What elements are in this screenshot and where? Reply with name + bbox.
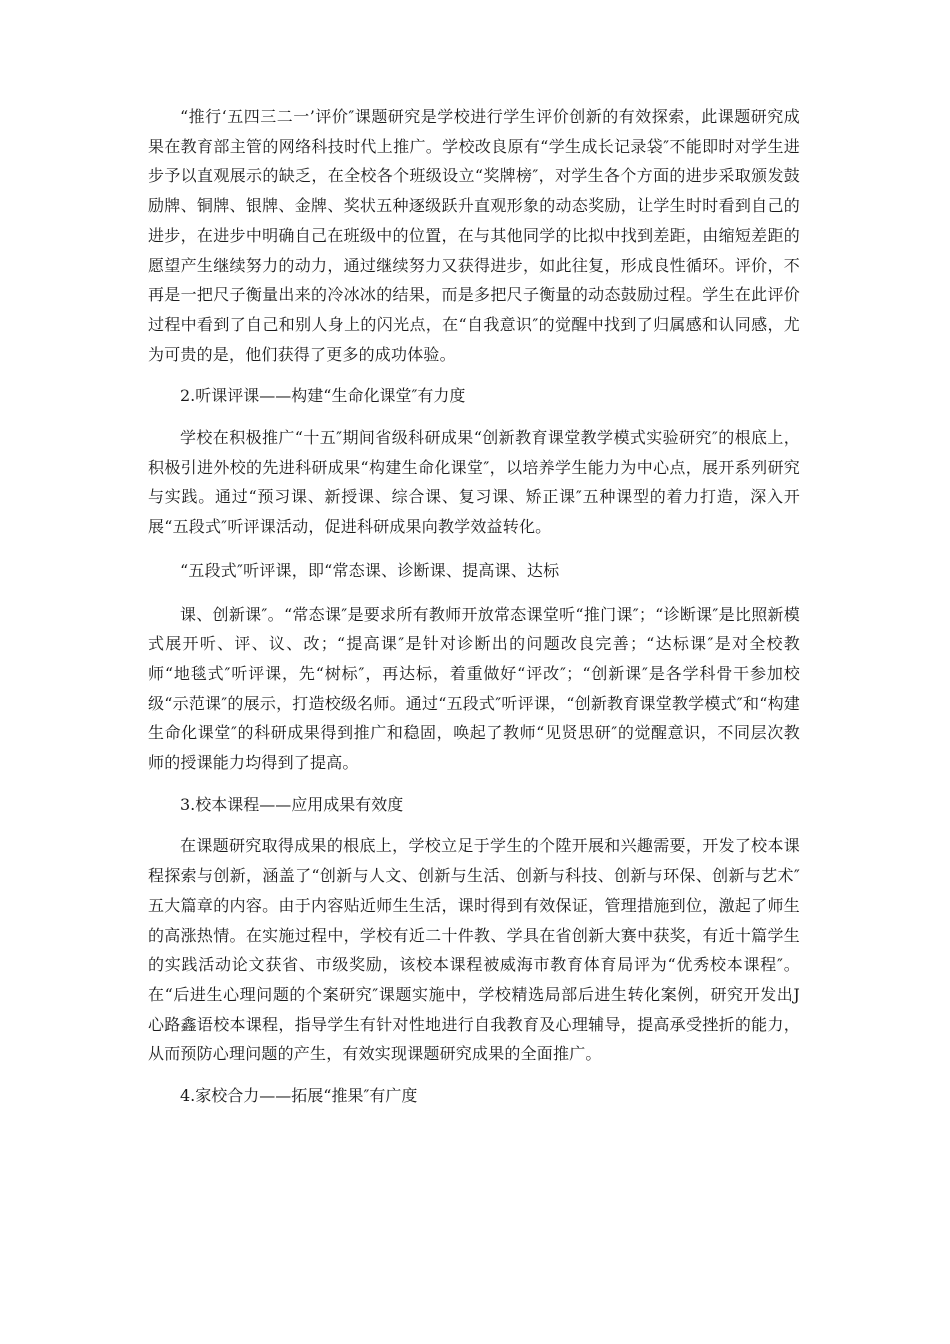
paragraph-evaluation: “推行‘五四三二一’评价″课题研究是学校进行学生评价创新的有效探索，此课题研究成果在教育部主管的网络科技时代上推广。学校改良原有“学生成长记录袋″不能即时对学生进步予以直观展示的缺乏，在全校各个班级设立“奖牌榜″，对学生各个方面的进步采取颁发鼓励牌、铜牌、银牌、金牌、奖状五种逐级跃升直观形象的动态奖励，让学生时时看到自己的进步，在进步中明确自己在班级中的位置，在与其他同学的比拟中找到差距，由缩短差距的愿望产生继续努力的动力，通过继续努力又获得进步，如此往复，形成良性循环。评价，不再是一把尺子衡量出来的冷冰冰的结果，而是多把尺子衡量的动态鼓励过程。学生在此评价过程中看到了自己和别人身上的闪光点，在“自我意识″的觉醒中找到了归属感和认同感，尤为可贵的是，他们获得了更多的成功体验。 [148, 107, 800, 364]
section-heading-2: 2.听课评课——构建“生命化课堂″有力度 [180, 386, 466, 406]
paragraph-life-classroom: 学校在积极推广“十五″期间省级科研成果“创新教育课堂教学模式实验研究″的根底上，积极引进外校的先进科研成果“构建生命化课堂″，以培养学生能力为中心点，展开系列研究与实践。通过“预习课、新授课、综合课、复习课、矫正课″五种课型的着力打造，深入开展“五段式″听评课活动，促进科研成果向教学效益转化。 [148, 428, 800, 537]
paragraph-five-stage-detail: 课、创新课″。“常态课″是要求所有教师开放常态课堂听“推门课″；“诊断课″是比照新模式展开听、评、议、改；“提高课″是针对诊断出的问题改良完善；“达标课″是对全校教师“地毯式″听评课，先“树标″，再达标，着重做好“评改″；“创新课″是各学科骨干参加校级“示范课″的展示，打造校级名师。通过“五段式″听评课，“创新教育课堂教学模式″和“构建生命化课堂″的科研成果得到推广和稳固，唤起了教师“见贤思研″的觉醒意识，不同层次教师的授课能力均得到了提高。 [148, 604, 800, 773]
paragraph-five-stage-intro: “五段式″听评课，即“常态课、诊断课、提高课、达标 [180, 560, 560, 580]
paragraph-school-curriculum: 在课题研究取得成果的根底上，学校立足于学生的个陞开展和兴趣需要，开发了校本课程探索与创新，涵盖了“创新与人文、创新与生活、创新与科技、创新与环保、创新与艺术″五大篇章的内容。由于内容贴近师生生活，课时得到有效保证，管理措施到位，激起了师生的高涨热情。在实施过程中，学校有近二十件教、学具在省创新大赛中获奖，有近十篇学生的实践活动论文获省、市级奖励，该校本课程被威海市教育体育局评为“优秀校本课程″。在“后进生心理问题的个案研究″课题实施中，学校精选局部后进生转化案例，研究开发出J心路鑫语校本课程，指导学生有针对性地进行自我教育及心理辅导，提高承受挫折的能力，从而预防心理问题的产生，有效实现课题研究成果的全面推广。 [148, 836, 800, 1064]
section-heading-4: 4.家校合力——拓展“推果″有广度 [180, 1086, 418, 1106]
document-body [148, 102, 800, 1111]
section-heading-3: 3.校本课程——应用成果有效度 [180, 794, 404, 814]
